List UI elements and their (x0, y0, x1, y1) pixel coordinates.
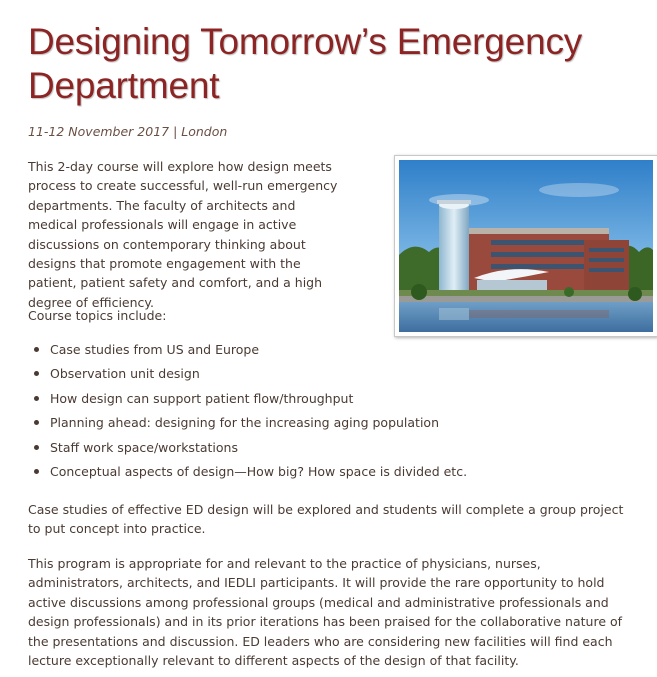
intro-paragraph: This 2-day course will explore how design meets process to create successful, well-run emergency departments. The faculty of architects and medical professionals will engage in active discussions on contemporary thinking about designs that promote engagement with the patient, patient safety and comfort, and a high degree of efficiency. (28, 159, 338, 310)
list-item: Conceptual aspects of design—How big? How space is divided etc. (28, 462, 630, 486)
topics-list (28, 340, 630, 486)
bullet-icon (34, 469, 39, 474)
hospital-building-image (399, 160, 653, 332)
event-dateline: 11-12 November 2017 | London (28, 124, 228, 139)
list-item: Staff work space/workstations (28, 438, 630, 462)
case-studies-paragraph: Case studies of effective ED design will be explored and students will complete a group project to put concept into practice. (28, 502, 624, 537)
page-title: Designing Tomorrow’s Emergency Department (28, 21, 583, 106)
list-item: Planning ahead: designing for the increasing aging population (28, 413, 630, 437)
list-item: Observation unit design (28, 364, 630, 388)
bullet-icon (34, 420, 39, 425)
bullet-icon (34, 371, 39, 376)
topics-label: Course topics include: (28, 308, 167, 323)
bullet-icon (34, 445, 39, 450)
list-item: How design can support patient flow/throughput (28, 389, 630, 413)
bullet-icon (34, 347, 39, 352)
audience-paragraph: This program is appropriate for and relevant to the practice of physicians, nurses, administrators, architects, and IEDLI participants. It will provide the rare opportunity to hold active discussions among professional groups (medical and administrative professionals and design professionals) and in its prior iterations has been praised for the collaborative nature of the presentations and discussion. ED leaders who are considering new facilities will find each lecture exceptionally relevant to different aspects of the design of that facility. (28, 556, 623, 669)
hospital-photo (394, 155, 657, 337)
bullet-icon (34, 396, 39, 401)
list-item: Case studies from US and Europe (28, 340, 630, 364)
